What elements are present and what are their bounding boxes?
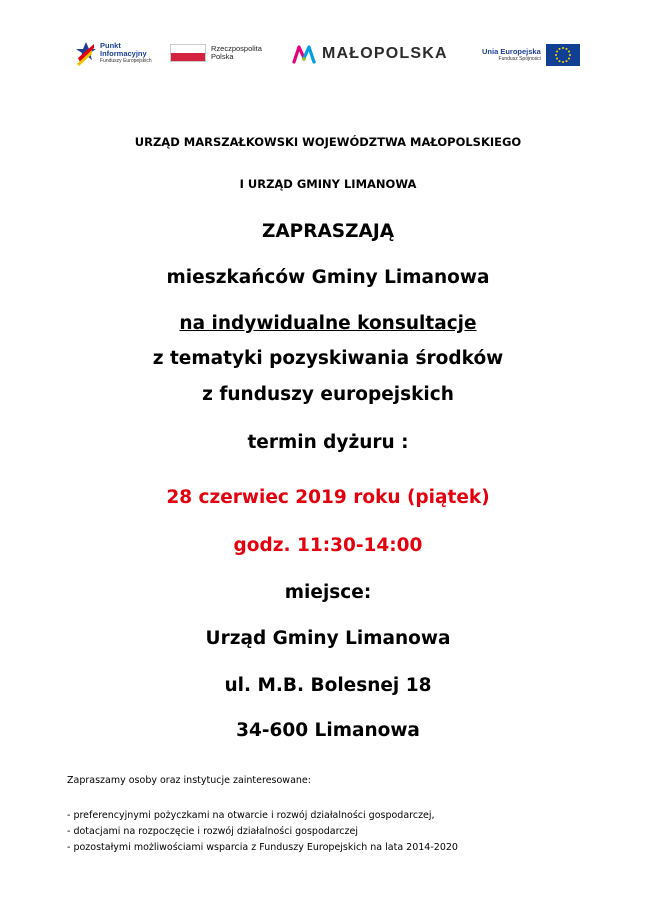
footer-item: - preferencyjnymi pożyczkami na otwarcie i rozwój działalności gospodarczej, bbox=[67, 810, 435, 821]
rp-line2: Polska bbox=[211, 52, 234, 61]
footer-item: - dotacjami na rozpoczęcie i rozwój działalności gospodarczej bbox=[67, 826, 358, 837]
topic-line3: z funduszy europejskich bbox=[202, 384, 454, 405]
place-label: miejsce: bbox=[284, 582, 372, 603]
topic-line1: na indywidualne konsultacje bbox=[179, 313, 477, 334]
term-label: termin dyżuru : bbox=[247, 432, 409, 453]
malopolska-mark-icon bbox=[292, 44, 316, 64]
malopolska-logo bbox=[292, 44, 448, 64]
logo-bar bbox=[0, 38, 656, 74]
footer-item: - pozostałymi możliwościami wsparcia z Funduszy Europejskich na lata 2014-2020 bbox=[67, 842, 458, 853]
audience-text: mieszkańców Gminy Limanowa bbox=[166, 267, 490, 288]
footer-intro: Zapraszamy osoby oraz instytucje zainteresowane: bbox=[67, 775, 311, 786]
event-date: 28 czerwiec 2019 roku (piątek) bbox=[166, 487, 490, 508]
invite-heading: ZAPRASZAJĄ bbox=[261, 221, 395, 242]
event-hours: godz. 11:30-14:00 bbox=[233, 535, 423, 556]
ue-logo bbox=[482, 44, 580, 66]
topic-line2: z tematyki pozyskiwania środków bbox=[152, 348, 504, 369]
punkt-line2: Informacyjny bbox=[100, 48, 147, 58]
eu-flag-icon bbox=[546, 44, 580, 66]
polish-flag-icon bbox=[170, 44, 206, 62]
header-line2: I URZĄD GMINY LIMANOWA bbox=[239, 177, 417, 191]
header-line1: URZĄD MARSZAŁKOWSKI WOJEWÓDZTWA MAŁOPOLSKIEGO bbox=[134, 135, 522, 149]
punkt-informacyjny-logo bbox=[76, 40, 152, 66]
punkt-line3: Funduszy Europejskich bbox=[100, 58, 152, 64]
malopolska-text: MAŁOPOLSKA bbox=[322, 45, 448, 62]
ue-line1: Unia Europejska bbox=[482, 46, 541, 56]
rzeczpospolita-logo bbox=[170, 44, 262, 62]
ue-line2: Fundusz Spójności bbox=[498, 56, 541, 63]
place-line2: ul. M.B. Bolesnej 18 bbox=[224, 675, 432, 696]
rp-line1: Rzeczpospolita bbox=[211, 43, 262, 53]
punkt-line1: Punkt bbox=[100, 41, 121, 50]
place-line1: Urząd Gminy Limanowa bbox=[205, 628, 451, 649]
punkt-informacyjny-mark-icon bbox=[76, 40, 96, 66]
place-line3: 34-600 Limanowa bbox=[236, 720, 420, 741]
